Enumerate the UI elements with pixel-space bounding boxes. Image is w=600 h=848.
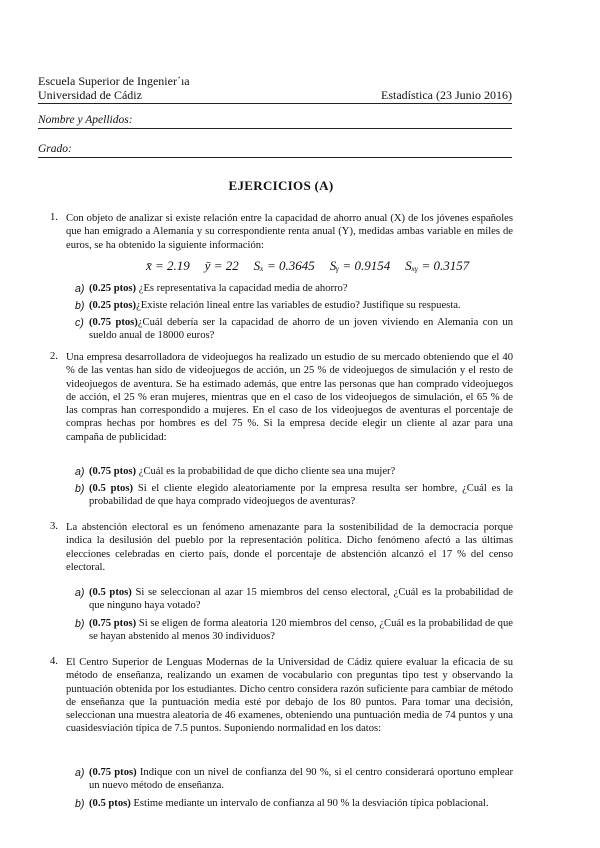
stat-sxy: Sₓᵧ = 0.3157	[405, 258, 470, 273]
item-text: ¿Cuál debería ser la capacidad de ahorro de un joven viviendo en Alemania con un sueldo anual de 18000 euros?	[89, 317, 513, 342]
exercise-2-item-b	[89, 482, 513, 509]
name-field-line	[38, 128, 512, 129]
exercise-number: 3.	[50, 521, 58, 532]
exercise-2-item-a	[89, 465, 513, 478]
item-label: b)	[75, 483, 85, 495]
exercise-3-text: La abstención electoral es un fenómeno amenazante para la sostenibilidad de la democracia porque indica la desilusión del pueblo por la representación política. Dicho fenómeno afectó a las últimas elecciones celebradas en cierto país, donde el porcentaje de abstención alcanzó el 17 % del censo electoral.	[66, 522, 513, 573]
exam-date: (23 Junio 2016)	[436, 88, 512, 102]
item-points: (0.75 ptos)	[89, 466, 137, 477]
item-text: Si se seleccionan al azar 15 miembros del censo electoral, ¿Cuál es la probabilidad de que ninguno haya votado?	[89, 587, 513, 612]
item-label: c)	[75, 317, 84, 329]
university-name: Universidad de Cádiz	[38, 88, 142, 102]
item-points: (0.75 ptos)	[89, 767, 137, 778]
item-label: b)	[75, 798, 85, 810]
school-name: Escuela Superior de Ingenier´ıa	[38, 74, 190, 88]
exercise-3-item-a	[89, 586, 513, 613]
item-label: b)	[75, 618, 85, 630]
item-text: Si el cliente elegido aleatoriamente por la empresa resulta ser hombre, ¿Cuál es la probabilidad de que haya comprado videojuegos de aventuras?	[89, 483, 513, 508]
stat-mean-x: x̄ = 2.19	[146, 258, 190, 273]
grade-field-line	[38, 157, 512, 158]
item-label: a)	[75, 466, 85, 478]
item-text: Indique con un nivel de confianza del 90 %, si el centro considerará oportuno emplear un nuevo método de enseñanza.	[89, 767, 513, 792]
exercise-1-stats	[146, 258, 469, 274]
exercise-number: 4.	[50, 656, 58, 667]
item-points: (0.75 ptos)	[89, 317, 138, 328]
subject-date	[381, 88, 512, 102]
stat-sx: Sₓ = 0.3645	[253, 258, 315, 273]
stat-sy: Sᵧ = 0.9154	[329, 258, 391, 273]
exercise-1-item-b	[89, 299, 513, 312]
header-divider	[38, 103, 512, 104]
item-text: Si se eligen de forma aleatoria 120 miembros del censo, ¿Cuál es la probabilidad de que se hayan abstenido al menos 30 individuos?	[89, 618, 513, 643]
page-title: EJERCICIOS (A)	[228, 178, 334, 193]
exercise-3-item-b	[89, 617, 513, 644]
item-label: b)	[75, 300, 85, 312]
item-points: (0.25 ptos)	[89, 283, 137, 294]
item-text: ¿Cuál es la probabilidad de que dicho cliente sea una mujer?	[136, 466, 396, 477]
item-points: (0.5 ptos)	[89, 798, 131, 809]
item-points: (0.5 ptos)	[89, 483, 133, 494]
item-label: a)	[75, 283, 85, 295]
exercise-1-text: Con objeto de analizar si existe relación entre la capacidad de ahorro anual (X) de los jóvenes españoles que han emigrado a Alemania y su correspondiente renta anual (Y), medidas ambas variable en miles de euros, se ha obtenido la siguiente información:	[66, 213, 513, 251]
name-field-label: Nombre y Apellidos:	[38, 114, 133, 126]
grade-field-label: Grado:	[38, 143, 72, 155]
item-label: a)	[75, 767, 85, 779]
exercise-number: 1.	[50, 212, 58, 223]
exercise-2-text: Una empresa desarrolladora de videojuegos ha realizado un estudio de su mercado obteniendo que el 40 % de las ventas han sido de videojuegos de acción, un 25 % de videojuegos de simulación y el resto de videojuegos de aventura. Se ha estimado además, que entre las personas que han comprado videojuegos de acción, el 25 % eran mujeres, mientras que en el caso de los videojuegos de simulación, el 65 % de las compras han correspondido a mujeres. En el caso de los videojuegos de aventuras el porcentaje de compras hechas por hombres es del 75 %. Si la empresa decide elegir un cliente al azar para una campaña de publicidad:	[66, 352, 513, 443]
exercise-number: 2.	[50, 351, 58, 362]
exercise-1-item-c	[89, 316, 513, 343]
item-label: a)	[75, 587, 85, 599]
item-points: (0.5 ptos)	[89, 587, 132, 598]
subject: Estadística	[381, 88, 433, 102]
exercise-1-item-a	[89, 282, 513, 295]
item-text: Estime mediante un intervalo de confianza al 90 % la desviación típica poblacional.	[130, 798, 489, 809]
item-text: ¿Existe relación lineal entre las variables de estudio? Justifique su respuesta.	[136, 300, 461, 311]
exercise-4-text: El Centro Superior de Lenguas Modernas de la Universidad de Cádiz quiere evaluar la eficacia de su método de enseñanza, realizando un examen de vocabulario con preguntas tipo test y observando la puntuación obtenida por los estudiantes. Dicho centro considera razón suficiente para cambiar de método de enseñanza que la puntuación media esté por debajo de los 80 puntos. Para tomar una decisión, seleccionan una muestra aleatoria de 46 examenes, obteniendo una puntuación media de 74 puntos y una cuasidesviación típica de 7.5 puntos. Suponiendo normalidad en los datos:	[66, 657, 513, 735]
item-points: (0.25 ptos)	[89, 300, 137, 311]
item-text: ¿Es representativa la capacidad media de ahorro?	[136, 283, 348, 294]
stat-mean-y: ȳ = 22	[204, 258, 239, 273]
exercise-4-item-b	[89, 797, 513, 810]
item-points: (0.75 ptos)	[89, 618, 137, 629]
exercise-4-item-a	[89, 766, 513, 793]
